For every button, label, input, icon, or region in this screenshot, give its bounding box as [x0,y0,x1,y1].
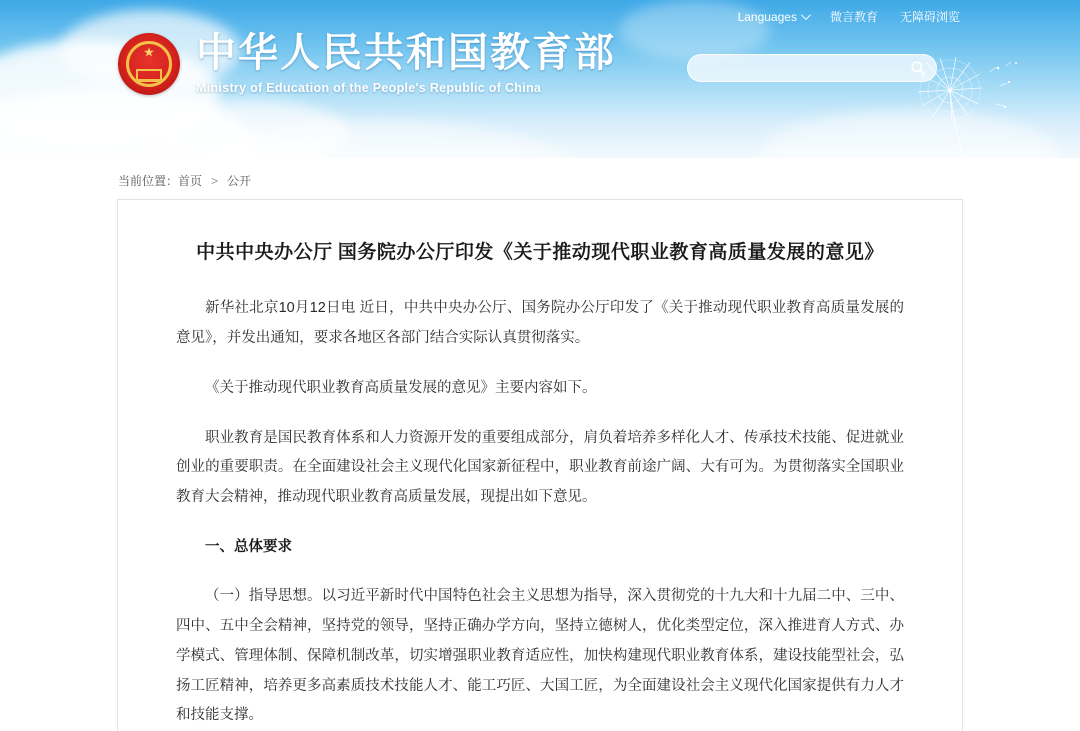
site-header-banner [0,0,1080,158]
site-title-en: Ministry of Education of the People's Republic of China [196,81,542,96]
national-emblem-icon: ★ [118,33,180,95]
cloud-decoration [760,110,1060,158]
document-paragraph: 《关于推动现代职业教育高质量发展的意见》主要内容如下。 [205,379,597,396]
search-button[interactable] [908,58,928,78]
document-body [176,294,904,731]
page-body [0,199,1080,731]
document-title: 中共中央办公厅 国务院办公厅印发《关于推动现代职业教育高质量发展的意见》 [196,242,884,263]
site-title-cn: 中华人民共和国教育部 [196,30,616,76]
search-box[interactable] [687,54,937,82]
breadcrumb-prefix: 当前位置： [118,174,179,188]
accessibility-link[interactable] [900,8,960,25]
breadcrumb-item-home[interactable]: 首页 [178,174,203,188]
breadcrumb [0,158,1080,199]
chevron-down-icon [801,10,811,20]
breadcrumb-item-open[interactable]: 公开 [227,174,252,188]
document-section-heading: 一、总体要求 [205,538,292,555]
breadcrumb-separator: > [211,174,219,188]
languages-label: Languages [737,9,797,24]
top-utility-bar [738,8,960,25]
search-input[interactable] [702,60,908,76]
document-paragraph: （一）指导思想。以习近平新时代中国特色社会主义思想为指导，深入贯彻党的十九大和十九届二中、三中、四中、五中全会精神，坚持党的领导，坚持正确办学方向，坚持立德树人，优化类型定位，深入推进育人方式、办学模式、管理体制、保障机制改革，切实增强职业教育适应性，加快构建现代职业教育体系，建设技能型社会，弘扬工匠精神，培养更多高素质技术技能人才、能工巧匠、大国工匠，为全面建设社会主义现代化国家提供有力人才和技能支撑。 [176,588,904,724]
accessibility-label: 无障碍浏览 [899,10,960,24]
search-icon [910,60,926,76]
article-card [117,199,963,731]
weiyan-jiaoyu-label: 微言教育 [829,10,878,24]
weiyan-jiaoyu-link[interactable] [830,8,878,25]
languages-link[interactable] [738,10,808,24]
site-brand[interactable] [118,30,616,96]
brand-text [196,30,616,96]
document-paragraph: 新华社北京10月12日电 近日，中共中央办公厅、国务院办公厅印发了《关于推动现代职业教育高质量发展的意见》，并发出通知，要求各地区各部门结合实际认真贯彻落实。 [176,300,904,347]
document-paragraph: 职业教育是国民教育体系和人力资源开发的重要组成部分，肩负着培养多样化人才、传承技术技能、促进就业创业的重要职责。在全面建设社会主义现代化国家新征程中，职业教育前途广阔、大有可为。为贯彻落实全国职业教育大会精神，推动现代职业教育高质量发展，现提出如下意见。 [176,429,904,505]
